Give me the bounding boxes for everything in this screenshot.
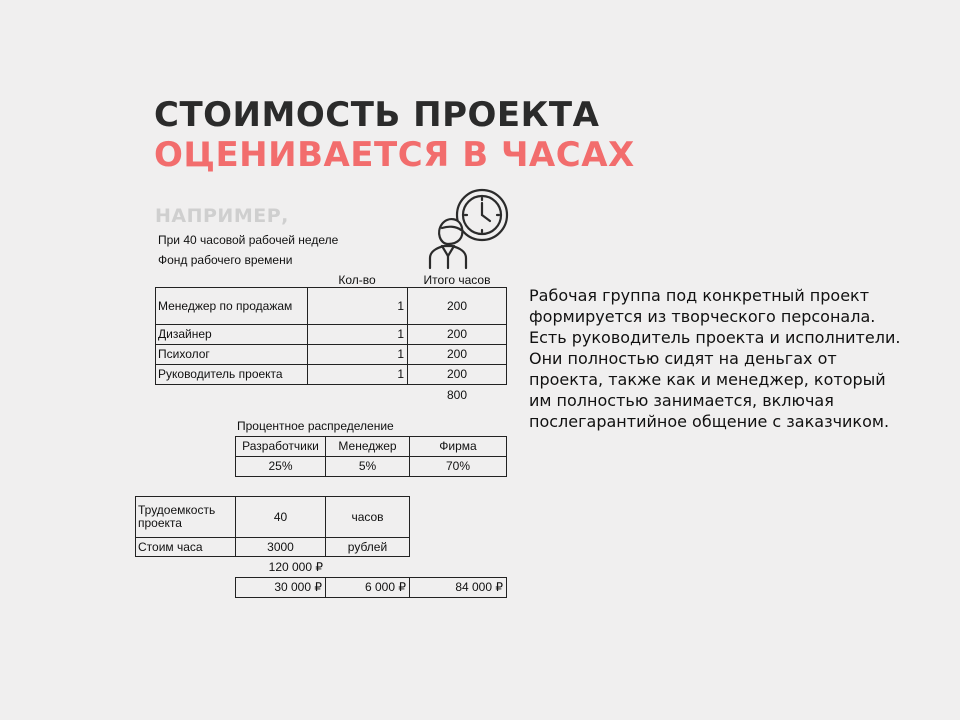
hours-cell: 200 (407, 324, 507, 345)
qty-cell: 1 (307, 324, 408, 345)
dist-header-firm: Фирма (409, 436, 507, 457)
subtitle: НАПРИМЕР, (155, 205, 289, 227)
note-work-week: При 40 часовой рабочей неделе (158, 233, 339, 247)
dist-header-manager: Менеджер (325, 436, 410, 457)
hours-cell: 200 (407, 344, 507, 365)
labor-label: Трудоемкость проекта (135, 496, 236, 538)
hours-cell: 200 (407, 287, 507, 325)
distribution-title: Процентное распределение (237, 419, 394, 433)
dist-value-developers: 25% (235, 456, 326, 477)
split-firm: 84 000 ₽ (409, 577, 507, 598)
header-total-hours: Итого часов (423, 272, 491, 287)
qty-cell: 1 (307, 344, 408, 365)
hour-cost-unit: рублей (325, 537, 410, 557)
role-cell: Менеджер по продажам (155, 287, 308, 325)
person-clock-icon (428, 188, 512, 270)
total-cost: 120 000 ₽ (268, 559, 323, 574)
hour-cost-value: 3000 (235, 537, 326, 557)
title-line-1: СТОИМОСТЬ ПРОЕКТА (154, 95, 600, 135)
labor-unit: часов (325, 496, 410, 538)
note-work-fund: Фонд рабочего времени (158, 253, 293, 267)
role-cell: Руководитель проекта (155, 364, 308, 385)
labor-value: 40 (235, 496, 326, 538)
hour-cost-label: Стоим часа (135, 537, 236, 557)
dist-value-firm: 70% (409, 456, 507, 477)
qty-cell: 1 (307, 364, 408, 385)
dist-header-developers: Разработчики (235, 436, 326, 457)
split-developers: 30 000 ₽ (235, 577, 326, 598)
header-qty: Кол-во (338, 272, 376, 287)
split-manager: 6 000 ₽ (325, 577, 410, 598)
description-text: Рабочая группа под конкретный проект формируется из творческого персонала. Есть руководитель проекта и исполнители. Они полностью сидят на деньгах от проекта, также как и менеджер, который им полностью занимается, включая послегарантийное общение с заказчиком. (529, 286, 901, 431)
role-cell: Психолог (155, 344, 308, 365)
qty-cell: 1 (307, 287, 408, 325)
dist-value-manager: 5% (325, 456, 410, 477)
title-line-2: ОЦЕНИВАЕТСЯ В ЧАСАХ (154, 135, 635, 175)
hours-cell: 200 (407, 364, 507, 385)
hours-total: 800 (446, 387, 468, 402)
role-cell: Дизайнер (155, 324, 308, 345)
